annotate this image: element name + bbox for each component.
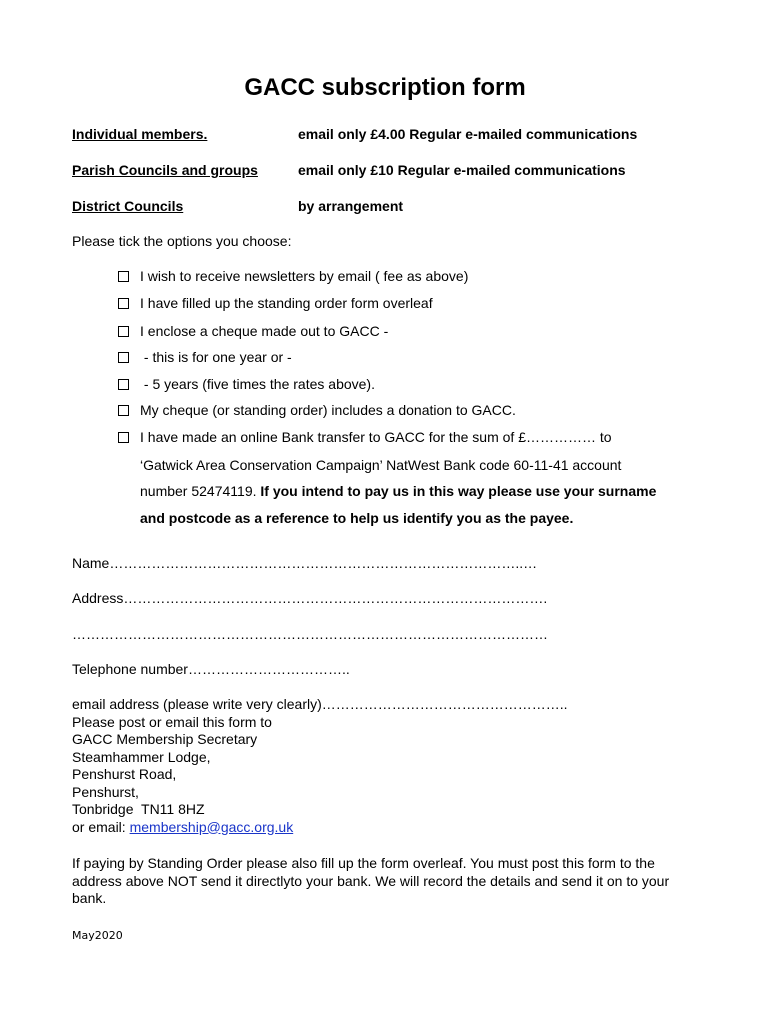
- address-field[interactable]: Address……………………………………………………………………………….: [72, 590, 548, 606]
- email-line: [72, 819, 568, 837]
- post-intro: Please post or email this form to: [72, 713, 272, 730]
- membership-label: District Councils: [72, 198, 184, 214]
- address-field-line2[interactable]: …………………………………………………………………………………………: [72, 626, 548, 642]
- bank-reference-instruction: If you intend to pay us in this way please use your surname: [260, 483, 657, 499]
- membership-desc: email only £10 Regular e-mailed communications: [298, 162, 626, 178]
- option-bank-transfer[interactable]: [118, 429, 612, 445]
- name-field[interactable]: Name……………………………………………………………………………..…: [72, 555, 538, 571]
- address-line: GACC Membership Secretary: [72, 731, 258, 747]
- checkbox[interactable]: [118, 352, 129, 363]
- bank-details-line1: ‘Gatwick Area Conservation Campaign’ NatWest Bank code 60-11-41 account: [140, 457, 622, 473]
- option-five-years[interactable]: [118, 376, 375, 392]
- bank-details-line3: and postcode as a reference to help us identify you as the payee.: [140, 510, 574, 526]
- option-label: - this is for one year or -: [140, 349, 292, 365]
- telephone-field[interactable]: Telephone number……………………………..: [72, 661, 350, 677]
- address-line: Tonbridge TN11 8HZ: [72, 801, 205, 817]
- membership-label: Individual members.: [72, 126, 208, 142]
- form-date: May2020: [72, 929, 123, 942]
- page-title: GACC subscription form: [244, 74, 526, 101]
- tick-prompt: Please tick the options you choose:: [72, 233, 292, 249]
- membership-desc: by arrangement: [298, 198, 404, 214]
- address-line: Penshurst,: [72, 783, 139, 800]
- address-line: Penshurst Road,: [72, 766, 177, 782]
- membership-label: Parish Councils and groups: [72, 162, 258, 178]
- postal-info: [72, 696, 568, 836]
- option-label: My cheque (or standing order) includes a donation to GACC.: [140, 402, 516, 418]
- option-cheque[interactable]: [118, 323, 388, 339]
- bank-account-text: number 52474119.: [140, 483, 261, 499]
- option-label: I wish to receive newsletters by email ( fee as above): [140, 268, 469, 284]
- option-donation[interactable]: [118, 402, 516, 418]
- option-newsletter[interactable]: [118, 268, 468, 284]
- checkbox[interactable]: [118, 326, 129, 337]
- checkbox[interactable]: [118, 432, 129, 443]
- standing-order-note: If paying by Standing Order please also fill up the form overleaf. You must post this form to the address above NOT send it directlyto your bank. We will record the details and send it on to your bank.: [72, 855, 670, 906]
- option-standing-order[interactable]: [118, 295, 433, 311]
- membership-email-link[interactable]: membership@gacc.org.uk: [129, 818, 294, 835]
- option-label: I have made an online Bank transfer to GACC for the sum of £…………… to: [140, 429, 612, 445]
- email-field[interactable]: email address (please write very clearly)……………………………………………..: [72, 696, 568, 712]
- checkbox[interactable]: [118, 298, 129, 309]
- email-prefix: or email:: [72, 818, 130, 835]
- option-one-year[interactable]: [118, 349, 292, 365]
- bank-details-line2: [140, 483, 656, 499]
- checkbox[interactable]: [118, 379, 129, 390]
- checkbox[interactable]: [118, 405, 129, 416]
- membership-desc: email only £4.00 Regular e-mailed communications: [298, 126, 638, 142]
- checkbox[interactable]: [118, 271, 129, 282]
- address-line: Steamhammer Lodge,: [72, 748, 211, 765]
- option-label: - 5 years (five times the rates above).: [140, 376, 375, 392]
- option-label: I have filled up the standing order form overleaf: [140, 295, 433, 311]
- option-label: I enclose a cheque made out to GACC -: [140, 323, 389, 339]
